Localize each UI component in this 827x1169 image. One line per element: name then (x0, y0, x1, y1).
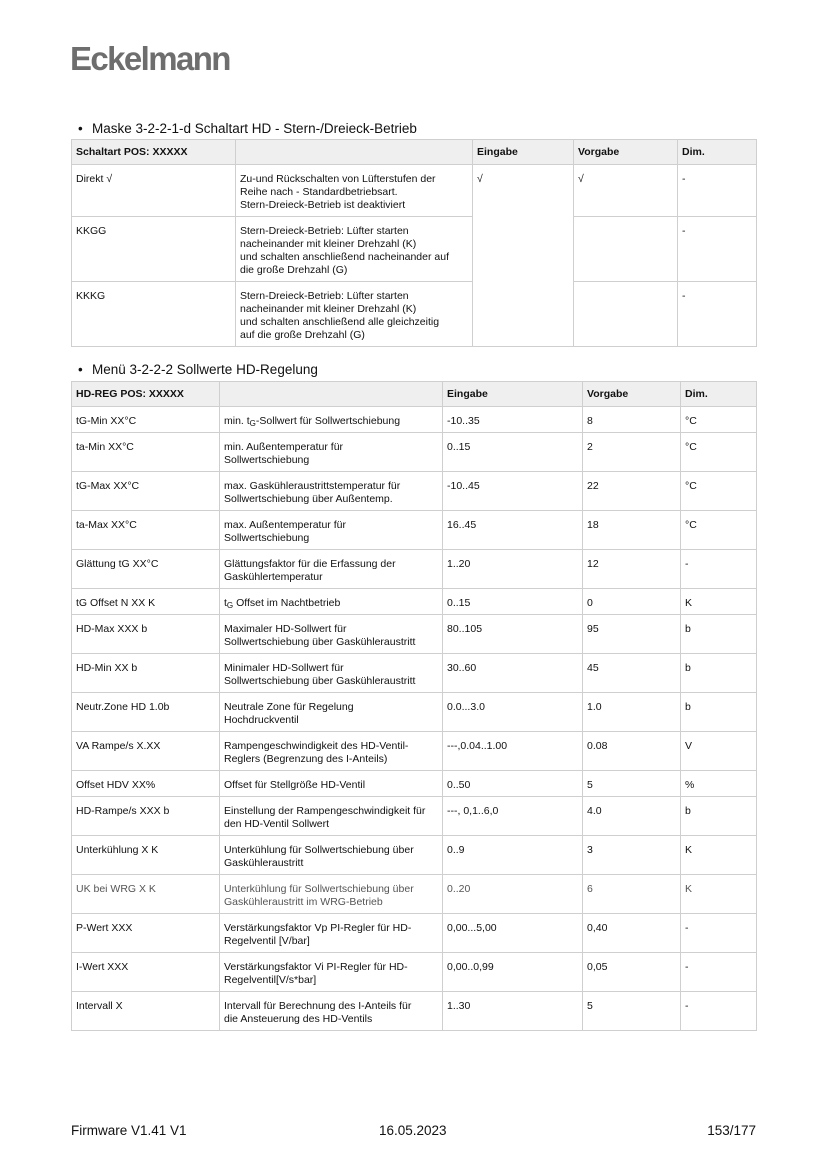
row-desc: Einstellung der Rampengeschwindigkeit für den HD-Ventil Sollwert (220, 797, 443, 836)
row-name: Intervall X (72, 992, 220, 1031)
row-eingabe: -10..45 (443, 472, 583, 511)
row-dim: K (681, 589, 757, 615)
table-row (72, 836, 757, 875)
row-desc: Unterkühlung für Sollwertschiebung über Gaskühleraustritt (220, 836, 443, 875)
row-name: tG-Min XX°C (72, 407, 220, 433)
table-row (72, 165, 757, 217)
row-vorgabe: 18 (583, 511, 681, 550)
row-name: ta-Max XX°C (72, 511, 220, 550)
row-vorgabe (574, 217, 678, 282)
row-vorgabe: 12 (583, 550, 681, 589)
row-dim: b (681, 797, 757, 836)
row-desc: min. Außentemperatur für Sollwertschiebung (220, 433, 443, 472)
header-eingabe: Eingabe (473, 140, 574, 165)
bullet: • (78, 121, 83, 136)
row-vorgabe: 0 (583, 589, 681, 615)
row-eingabe: ---,0.04..1.00 (443, 732, 583, 771)
row-vorgabe: 2 (583, 433, 681, 472)
table-row (72, 472, 757, 511)
header-vorgabe: Vorgabe (583, 382, 681, 407)
row-vorgabe: 0,40 (583, 914, 681, 953)
table-row (72, 550, 757, 589)
row-dim: °C (681, 433, 757, 472)
row-eingabe: 16..45 (443, 511, 583, 550)
eckelmann-logo: Eckelmann (70, 40, 230, 77)
table-row (72, 407, 757, 433)
row-desc: max. Außentemperatur für Sollwertschiebung (220, 511, 443, 550)
section-title-text: Menü 3-2-2-2 Sollwerte HD-Regelung (92, 362, 318, 377)
row-dim: - (681, 992, 757, 1031)
row-vorgabe: 8 (583, 407, 681, 433)
row-desc: max. Gaskühleraustrittstemperatur für Sollwertschiebung über Außentemp. (220, 472, 443, 511)
row-eingabe: 30..60 (443, 654, 583, 693)
row-name: HD-Max XXX b (72, 615, 220, 654)
row-eingabe: 0..15 (443, 589, 583, 615)
row-name: I-Wert XXX (72, 953, 220, 992)
row-dim: °C (681, 472, 757, 511)
row-vorgabe: 1.0 (583, 693, 681, 732)
row-name: VA Rampe/s X.XX (72, 732, 220, 771)
row-desc: Stern-Dreieck-Betrieb: Lüfter starten nacheinander mit kleiner Drehzahl (K) und schalten anschließend nacheinander auf die große Drehzahl (G) (236, 217, 473, 282)
header-eingabe: Eingabe (443, 382, 583, 407)
row-desc: Maximaler HD-Sollwert für Sollwertschiebung über Gaskühleraustritt (220, 615, 443, 654)
row-dim: K (681, 875, 757, 914)
table-hd-regelung (71, 381, 757, 1031)
bullet: • (78, 362, 83, 377)
row-dim: °C (681, 511, 757, 550)
row-dim: °C (681, 407, 757, 433)
row-vorgabe: 6 (583, 875, 681, 914)
row-name: P-Wert XXX (72, 914, 220, 953)
row-vorgabe: 5 (583, 992, 681, 1031)
row-eingabe: 0..15 (443, 433, 583, 472)
header-desc (236, 140, 473, 165)
table-header-row (72, 140, 757, 165)
row-dim: - (678, 217, 757, 282)
row-eingabe: 0,00...5,00 (443, 914, 583, 953)
table-row (72, 589, 757, 615)
row-dim: % (681, 771, 757, 797)
row-eingabe: 0.0...3.0 (443, 693, 583, 732)
header-desc (220, 382, 443, 407)
row-eingabe: 0..50 (443, 771, 583, 797)
row-name: ta-Min XX°C (72, 433, 220, 472)
row-eingabe: -10..35 (443, 407, 583, 433)
row-dim: - (681, 914, 757, 953)
row-dim: - (678, 282, 757, 347)
row-desc: Glättungsfaktor für die Erfassung der Gaskühlertemperatur (220, 550, 443, 589)
row-eingabe: 80..105 (443, 615, 583, 654)
row-desc: Offset für Stellgröße HD-Ventil (220, 771, 443, 797)
row-name: KKKG (72, 282, 236, 347)
row-dim: b (681, 693, 757, 732)
row-desc: Neutrale Zone für Regelung Hochdruckventil (220, 693, 443, 732)
row-dim: K (681, 836, 757, 875)
header-dim: Dim. (681, 382, 757, 407)
row-vorgabe: 45 (583, 654, 681, 693)
row-desc: $t_G$ Offset im Nachtbetrieb (220, 589, 443, 615)
row-eingabe: 0,00..0,99 (443, 953, 583, 992)
row-name: Glättung tG XX°C (72, 550, 220, 589)
footer-page-number: 153/177 (707, 1123, 756, 1138)
row-vorgabe: 5 (583, 771, 681, 797)
row-name: Unterkühlung X K (72, 836, 220, 875)
row-desc: Minimaler HD-Sollwert für Sollwertschiebung über Gaskühleraustritt (220, 654, 443, 693)
row-desc: Intervall für Berechnung des I-Anteils für die Ansteuerung des HD-Ventils (220, 992, 443, 1031)
row-vorgabe: 3 (583, 836, 681, 875)
row-eingabe: 1..20 (443, 550, 583, 589)
row-vorgabe: 22 (583, 472, 681, 511)
row-dim: V (681, 732, 757, 771)
header-vorgabe: Vorgabe (574, 140, 678, 165)
row-vorgabe: √ (574, 165, 678, 217)
section-title-sollwerte (78, 362, 318, 377)
row-name: HD-Min XX b (72, 654, 220, 693)
table-row (72, 914, 757, 953)
row-eingabe: 1..30 (443, 992, 583, 1031)
row-name: Neutr.Zone HD 1.0b (72, 693, 220, 732)
row-eingabe: √ (473, 165, 574, 347)
row-vorgabe: 0.08 (583, 732, 681, 771)
row-dim: - (681, 550, 757, 589)
table-row (72, 732, 757, 771)
table-row (72, 992, 757, 1031)
header-dim: Dim. (678, 140, 757, 165)
section-title-schaltart (78, 121, 417, 136)
row-name: HD-Rampe/s XXX b (72, 797, 220, 836)
row-vorgabe (574, 282, 678, 347)
table-row (72, 217, 757, 282)
table-row (72, 875, 757, 914)
row-vorgabe: 95 (583, 615, 681, 654)
table-header-row (72, 382, 757, 407)
table-row (72, 511, 757, 550)
row-eingabe: ---, 0,1..6,0 (443, 797, 583, 836)
row-vorgabe: 0,05 (583, 953, 681, 992)
row-desc: min. $t_G$-Sollwert für Sollwertschiebung (220, 407, 443, 433)
row-name: Direkt √ (72, 165, 236, 217)
row-desc: Rampengeschwindigkeit des HD-Ventil- Reglers (Begrenzung des I-Anteils) (220, 732, 443, 771)
row-eingabe: 0..20 (443, 875, 583, 914)
table-row (72, 693, 757, 732)
row-desc: Verstärkungsfaktor Vp PI-Regler für HD- Regelventil [V/bar] (220, 914, 443, 953)
table-row (72, 433, 757, 472)
table-row (72, 654, 757, 693)
row-name: tG Offset N XX K (72, 589, 220, 615)
table-row (72, 797, 757, 836)
row-dim: b (681, 654, 757, 693)
table-row (72, 615, 757, 654)
row-name: tG-Max XX°C (72, 472, 220, 511)
section-title-text: Maske 3-2-2-1-d Schaltart HD - Stern-/Dreieck-Betrieb (92, 121, 417, 136)
row-dim: b (681, 615, 757, 654)
row-vorgabe: 4.0 (583, 797, 681, 836)
row-dim: - (678, 165, 757, 217)
table-schaltart (71, 139, 757, 347)
row-dim: - (681, 953, 757, 992)
row-desc: Zu-und Rückschalten von Lüfterstufen der Reihe nach - Standardbetriebsart. Stern-Dreieck-Betrieb ist deaktiviert (236, 165, 473, 217)
table-row (72, 953, 757, 992)
header-pos: HD-REG POS: XXXXX (72, 382, 220, 407)
table-row (72, 771, 757, 797)
row-name: Offset HDV XX% (72, 771, 220, 797)
footer-date: 16.05.2023 (379, 1123, 447, 1138)
row-eingabe: 0..9 (443, 836, 583, 875)
row-desc: Stern-Dreieck-Betrieb: Lüfter starten nacheinander mit kleiner Drehzahl (K) und schalten anschließend alle gleichzeitig auf die große Drehzahl (G) (236, 282, 473, 347)
footer-firmware: Firmware V1.41 V1 (71, 1123, 187, 1138)
table-row (72, 282, 757, 347)
row-desc: Unterkühlung für Sollwertschiebung über Gaskühleraustritt im WRG-Betrieb (220, 875, 443, 914)
header-pos: Schaltart POS: XXXXX (72, 140, 236, 165)
row-name: UK bei WRG X K (72, 875, 220, 914)
row-name: KKGG (72, 217, 236, 282)
row-desc: Verstärkungsfaktor Vi PI-Regler für HD- Regelventil[V/s*bar] (220, 953, 443, 992)
